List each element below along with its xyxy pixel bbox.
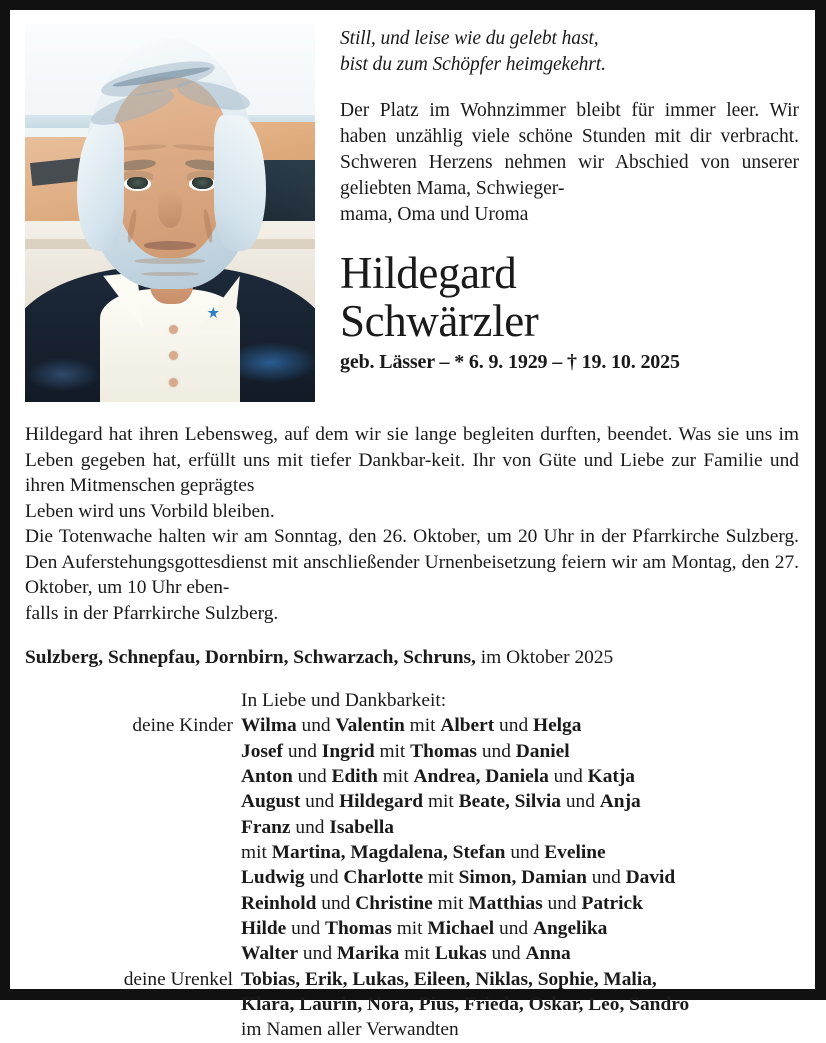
blouse-button-1 bbox=[169, 325, 178, 334]
family-member-name: Charlotte bbox=[343, 867, 424, 889]
family-member-name: Katja bbox=[587, 766, 635, 788]
family-connector-word: mit bbox=[432, 892, 469, 914]
family-connector-word: und bbox=[290, 816, 330, 838]
family-row bbox=[25, 789, 799, 814]
family-member-name: Reinhold bbox=[241, 892, 317, 914]
intro-paragraph bbox=[340, 98, 799, 228]
body-paragraph-1-last-line: Leben wird uns Vorbild bleiben. bbox=[25, 500, 275, 522]
family-member-name: Angelika bbox=[532, 917, 608, 939]
family-connector-word: mit bbox=[399, 943, 435, 965]
family-connector-word: und bbox=[300, 791, 340, 813]
family-member-name: Martina, Magdalena, Stefan bbox=[271, 842, 506, 863]
family-row bbox=[25, 865, 799, 890]
family-connector-word: und bbox=[292, 766, 332, 788]
family-member-name: Anna bbox=[525, 943, 571, 965]
family-member-name: August bbox=[241, 791, 301, 813]
family-connector-word: mit bbox=[374, 740, 411, 762]
body-paragraph-2 bbox=[25, 524, 799, 626]
family-row-names bbox=[241, 764, 799, 789]
verse-line-1: Still, und leise wie du gelebt hast, bbox=[340, 28, 599, 49]
family-connector-word: und bbox=[286, 917, 326, 939]
places-towns: Sulzberg, Schnepfau, Dornbirn, Schwarzach, Schruns, bbox=[25, 647, 476, 669]
family-member-name: Tobias, Erik, Lukas, Eileen, Niklas, Sophie, Malia, bbox=[241, 968, 657, 990]
family-row-names bbox=[241, 865, 799, 890]
face-wrinkle-3 bbox=[135, 258, 205, 263]
family-connector-word: und bbox=[542, 892, 582, 914]
family-member-name: Edith bbox=[331, 766, 378, 788]
intro-column bbox=[315, 24, 799, 374]
family-row-names bbox=[241, 967, 799, 992]
family-connector-word: mit bbox=[241, 842, 272, 863]
places-date: im Oktober 2025 bbox=[480, 647, 614, 669]
card-inner bbox=[10, 10, 815, 1041]
family-row-names bbox=[241, 789, 799, 814]
top-section bbox=[25, 24, 799, 406]
intro-paragraph-last-line: mama, Oma und Uroma bbox=[340, 204, 529, 226]
life-dates: geb. Lässer – * 6. 9. 1929 – † 19. 10. 2025 bbox=[340, 351, 680, 374]
deceased-first-name: Hildegard bbox=[340, 248, 517, 299]
family-closing: im Namen aller Verwandten bbox=[241, 1019, 459, 1041]
family-list bbox=[25, 688, 799, 1042]
deceased-last-name: Schwärzler bbox=[340, 296, 539, 347]
places-line bbox=[25, 647, 799, 669]
eye-left bbox=[124, 177, 152, 191]
family-member-name: Klara, Laurin, Nora, Pius, Frieda, Oskar, Leo, Sandro bbox=[241, 993, 690, 1015]
family-connector-word: und bbox=[298, 943, 337, 965]
family-row-names bbox=[241, 739, 799, 764]
portrait-photo-canvas bbox=[25, 24, 315, 402]
family-groups bbox=[25, 713, 799, 1017]
family-member-name: Ludwig bbox=[241, 867, 305, 889]
family-member-name: Marika bbox=[336, 943, 400, 965]
family-member-name: Patrick bbox=[581, 892, 643, 914]
family-connector-word: und bbox=[561, 791, 600, 813]
family-row-names bbox=[241, 941, 799, 966]
family-connector-word: und bbox=[476, 740, 516, 762]
family-group-label: deine Urenkel bbox=[123, 968, 233, 990]
family-row bbox=[25, 840, 799, 865]
eye-right bbox=[189, 177, 217, 191]
family-row-names bbox=[241, 815, 799, 840]
body-paragraph-2-last-line: falls in der Pfarrkirche Sulzberg. bbox=[25, 602, 279, 624]
family-member-name: Michael bbox=[427, 917, 495, 939]
family-member-name: Valentin bbox=[335, 715, 405, 737]
family-connector-word: und bbox=[304, 867, 344, 889]
family-row bbox=[25, 967, 799, 992]
family-heading: In Liebe und Dankbarkeit: bbox=[241, 690, 447, 712]
memorial-verse bbox=[340, 26, 799, 77]
family-row-names bbox=[241, 840, 799, 865]
family-connector-word: mit bbox=[423, 867, 459, 889]
intro-paragraph-text: Der Platz im Wohnzimmer bleibt für immer leer. Wir haben unzählig viele schöne Stunden mit dir verbracht. Schweren Herzens nehmen wir Abschied von unserer geliebten Mama, Schwieger- bbox=[340, 100, 799, 200]
deceased-name bbox=[340, 249, 799, 345]
family-row bbox=[25, 916, 799, 941]
family-connector-word: mit bbox=[404, 715, 441, 737]
family-member-name: Albert bbox=[440, 715, 495, 737]
family-member-name: Thomas bbox=[410, 740, 477, 762]
verse-line-2: bist du zum Schöpfer heimgekehrt. bbox=[340, 53, 606, 75]
family-connector-word: und bbox=[296, 715, 336, 737]
family-member-name: Anja bbox=[599, 791, 641, 813]
hair-side-left bbox=[77, 122, 123, 251]
family-member-name: Walter bbox=[241, 943, 299, 965]
family-connector-word: und bbox=[505, 842, 545, 863]
family-row-names bbox=[241, 891, 799, 916]
cardigan-highlight-left bbox=[27, 358, 98, 391]
family-row-names bbox=[241, 992, 799, 1017]
family-row bbox=[25, 941, 799, 966]
family-row bbox=[25, 891, 799, 916]
body-paragraph-2-text: Die Totenwache halten wir am Sonntag, den 26. Oktober, um 20 Uhr in der Pfarrkirche Sulzberg. Den Auferstehungsgottesdienst mit anschließender Urnenbeisetzung feiern wir am Montag, den 27. Oktober, um 10 Uhr eben- bbox=[25, 526, 799, 599]
family-row-names bbox=[241, 916, 799, 941]
blouse-button-3 bbox=[169, 378, 178, 387]
family-connector-word: und bbox=[586, 867, 626, 889]
family-group-label: deine Kinder bbox=[132, 715, 233, 737]
family-connector-word: und bbox=[494, 917, 533, 939]
family-connector-word: und bbox=[494, 715, 533, 737]
nose bbox=[158, 190, 181, 228]
family-member-name: Josef bbox=[241, 740, 284, 762]
family-member-name: Andrea, Daniela bbox=[413, 766, 549, 788]
family-member-name: Hildegard bbox=[339, 791, 424, 813]
family-member-name: Franz bbox=[241, 816, 291, 838]
family-connector-word: und bbox=[316, 892, 356, 914]
blouse-button-2 bbox=[169, 351, 178, 360]
family-row bbox=[25, 764, 799, 789]
family-connector-word: mit bbox=[377, 766, 414, 788]
portrait-photo bbox=[25, 24, 315, 402]
family-member-name: Lukas bbox=[434, 943, 487, 965]
family-row-names bbox=[241, 713, 799, 738]
family-member-name: Thomas bbox=[325, 917, 392, 939]
family-member-name: Isabella bbox=[329, 816, 394, 838]
mouth bbox=[144, 241, 196, 249]
family-row bbox=[25, 739, 799, 764]
family-member-name: Helga bbox=[532, 715, 582, 737]
family-member-name: Anton bbox=[241, 766, 293, 788]
body-paragraph-1-text: Hildegard hat ihren Lebensweg, auf dem wir sie lange begleiten durften, beendet. Was sie uns im Leben gegeben hat, erfüllt uns mit tiefer Dankbar-keit. Ihr von Güte und Liebe zur Familie und ihren Mitmenschen geprägtes bbox=[25, 424, 799, 497]
family-member-name: David bbox=[625, 867, 676, 889]
family-connector-word: mit bbox=[391, 917, 428, 939]
family-member-name: Christine bbox=[355, 892, 433, 914]
family-row bbox=[25, 815, 799, 840]
family-member-name: Daniel bbox=[515, 740, 570, 762]
family-member-name: Matthias bbox=[468, 892, 543, 914]
family-member-name: Wilma bbox=[241, 715, 297, 737]
family-member-name: Hilde bbox=[241, 917, 287, 939]
family-member-name: Eveline bbox=[544, 842, 606, 863]
family-row bbox=[25, 992, 799, 1017]
family-member-name: Simon, Damian bbox=[458, 867, 587, 889]
family-row bbox=[25, 713, 799, 738]
family-member-name: Ingrid bbox=[321, 740, 375, 762]
family-connector-word: und bbox=[486, 943, 526, 965]
family-connector-word: und bbox=[283, 740, 322, 762]
family-connector-word: und bbox=[548, 766, 588, 788]
family-connector-word: mit bbox=[423, 791, 459, 813]
face-wrinkle-4 bbox=[141, 272, 199, 277]
body-paragraph-1 bbox=[25, 422, 799, 524]
family-member-name: Beate, Silvia bbox=[458, 791, 561, 813]
